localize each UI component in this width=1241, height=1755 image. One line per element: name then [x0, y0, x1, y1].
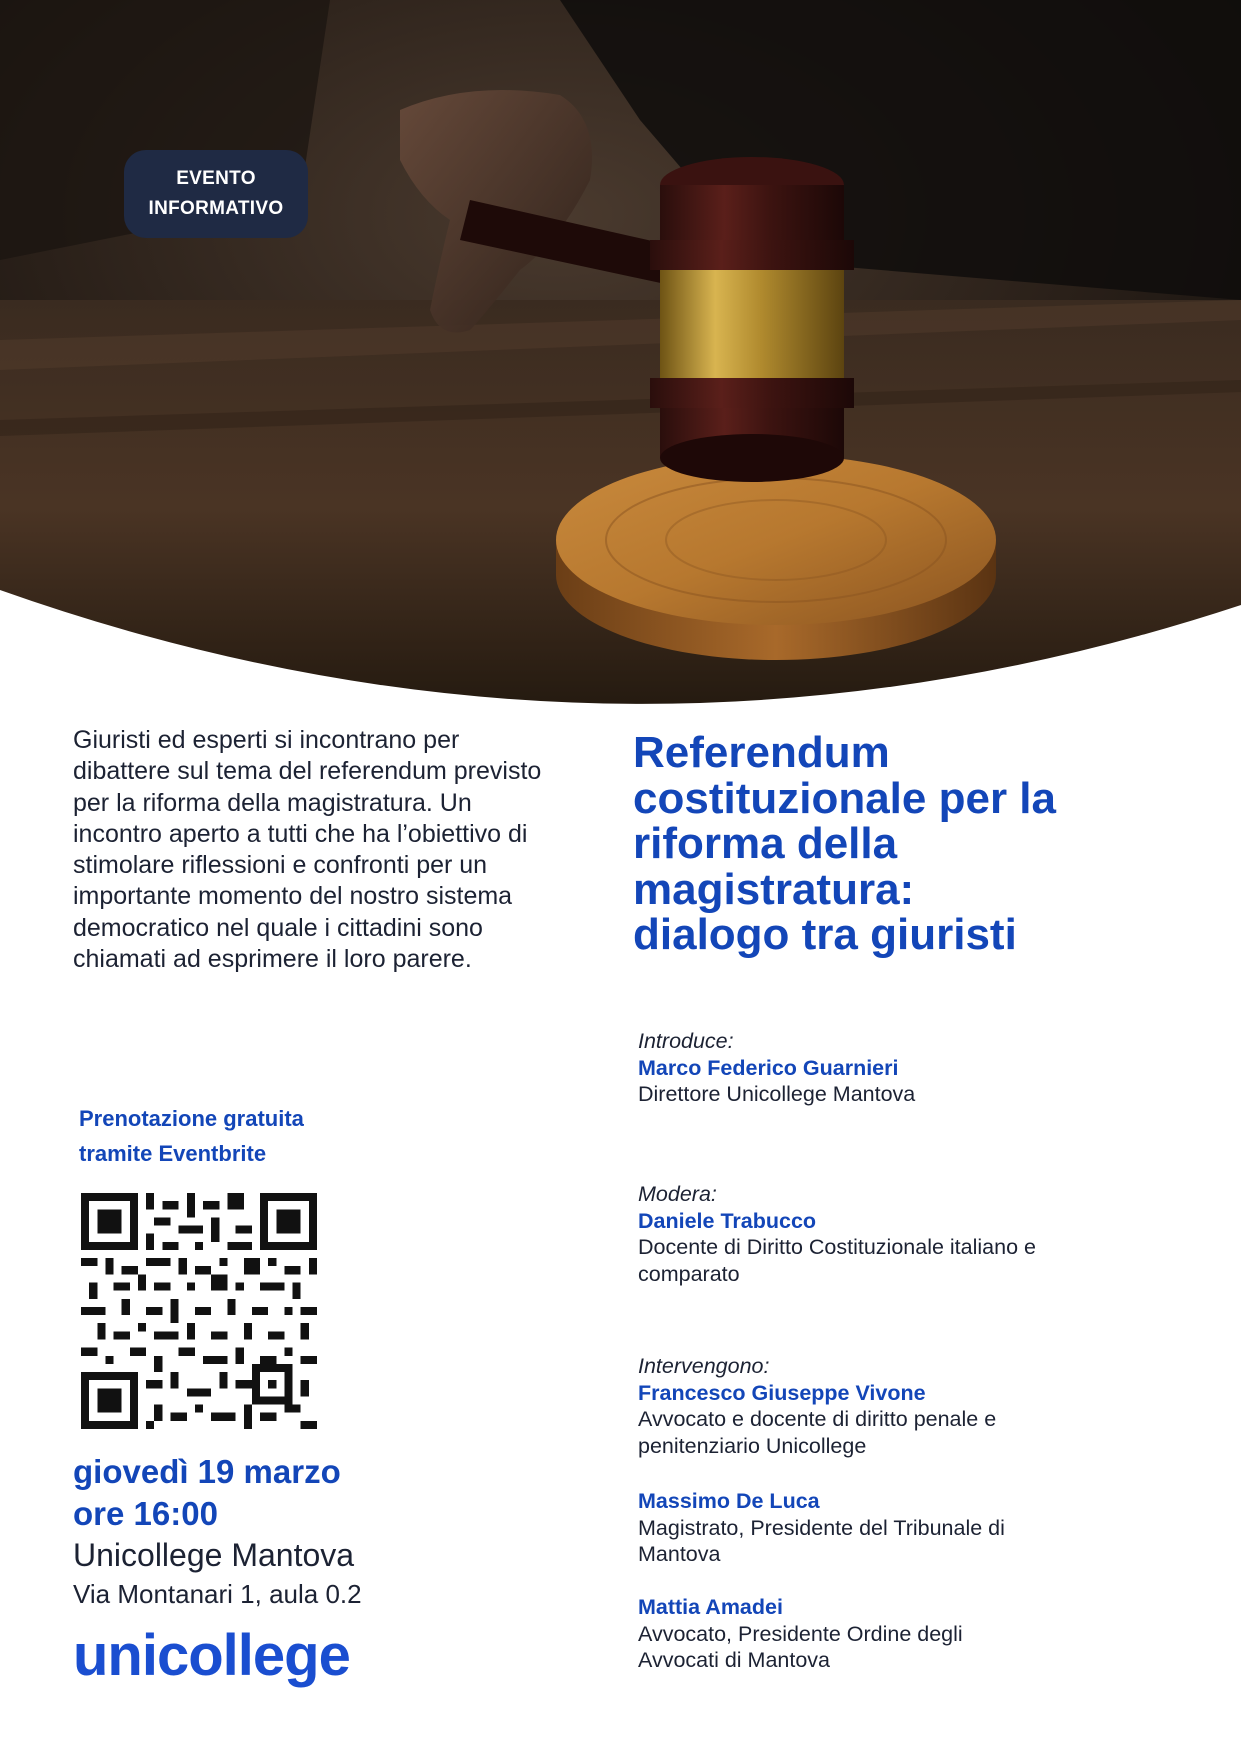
badge-line-1: EVENTO — [176, 168, 256, 189]
title-line: riforma della — [633, 819, 898, 868]
speaker-desc-line: Mantova — [638, 1542, 721, 1566]
moderator-block — [638, 1181, 1138, 1287]
speaker-block — [638, 1594, 1138, 1674]
speaker-desc-line: Avvocato, Presidente Ordine degli — [638, 1621, 963, 1646]
event-time: ore 16:00 — [73, 1495, 218, 1532]
booking-line-1: Prenotazione gratuita — [79, 1106, 304, 1131]
speaker-desc-line: penitenziario Unicollege — [638, 1433, 867, 1458]
title-line: magistratura: — [633, 864, 915, 914]
unicollege-logo: unicollege — [73, 1623, 350, 1688]
introduce-desc: Direttore Unicollege Mantova — [638, 1082, 916, 1106]
introduce-block — [638, 1028, 1138, 1108]
speaker-block — [638, 1488, 1138, 1568]
title-line: costituzionale per la — [633, 773, 1056, 823]
moderator-name: Daniele Trabucco — [638, 1208, 817, 1233]
title-line: dialogo tra giuristi — [633, 910, 1017, 959]
speaker-desc-line: Avvocato e docente di diritto penale e — [638, 1407, 997, 1431]
event-date-time — [73, 1451, 493, 1535]
event-title — [633, 730, 1133, 958]
event-date: giovedì 19 marzo — [73, 1453, 341, 1490]
speaker-name: Massimo De Luca — [638, 1489, 820, 1513]
speakers-label: Intervengono: — [638, 1354, 770, 1378]
speakers-block — [638, 1353, 1138, 1459]
introduce-name: Marco Federico Guarnieri — [638, 1055, 899, 1080]
introduce-label: Introduce: — [638, 1029, 734, 1053]
badge-line-2: INFORMATIVO — [148, 198, 284, 219]
speaker-desc-line: Magistrato, Presidente del Tribunale di — [638, 1515, 1005, 1540]
speaker-name: Mattia Amadei — [638, 1595, 783, 1619]
speaker-desc-line: Avvocati di Mantova — [638, 1648, 831, 1672]
moderator-desc-line: comparato — [638, 1261, 740, 1286]
event-address: Via Montanari 1, aula 0.2 — [73, 1579, 362, 1609]
title-line: Referendum — [633, 728, 890, 777]
event-type-badge — [124, 150, 308, 238]
qr-code-icon[interactable] — [81, 1193, 317, 1429]
speaker-name: Francesco Giuseppe Vivone — [638, 1380, 926, 1405]
hero-gavel-photo — [0, 0, 1241, 715]
booking-line-2: tramite Eventbrite — [79, 1141, 267, 1166]
moderator-desc-line: Docente di Diritto Costituzionale italiano e — [638, 1235, 1036, 1259]
intro-paragraph: Giuristi ed esperti si incontrano per dibattere sul tema del referendum previsto per la riforma della magistratura. Un incontro aperto a tutti che ha l’obiettivo di stimolare riflessioni e confronti per un importante momento del nostro sistema democratico nel quale i cittadini sono chiamati ad esprimere il loro parere. — [73, 726, 542, 974]
event-venue: Unicollege Mantova — [73, 1537, 355, 1573]
booking-info — [79, 1101, 399, 1171]
moderator-label: Modera: — [638, 1182, 717, 1206]
